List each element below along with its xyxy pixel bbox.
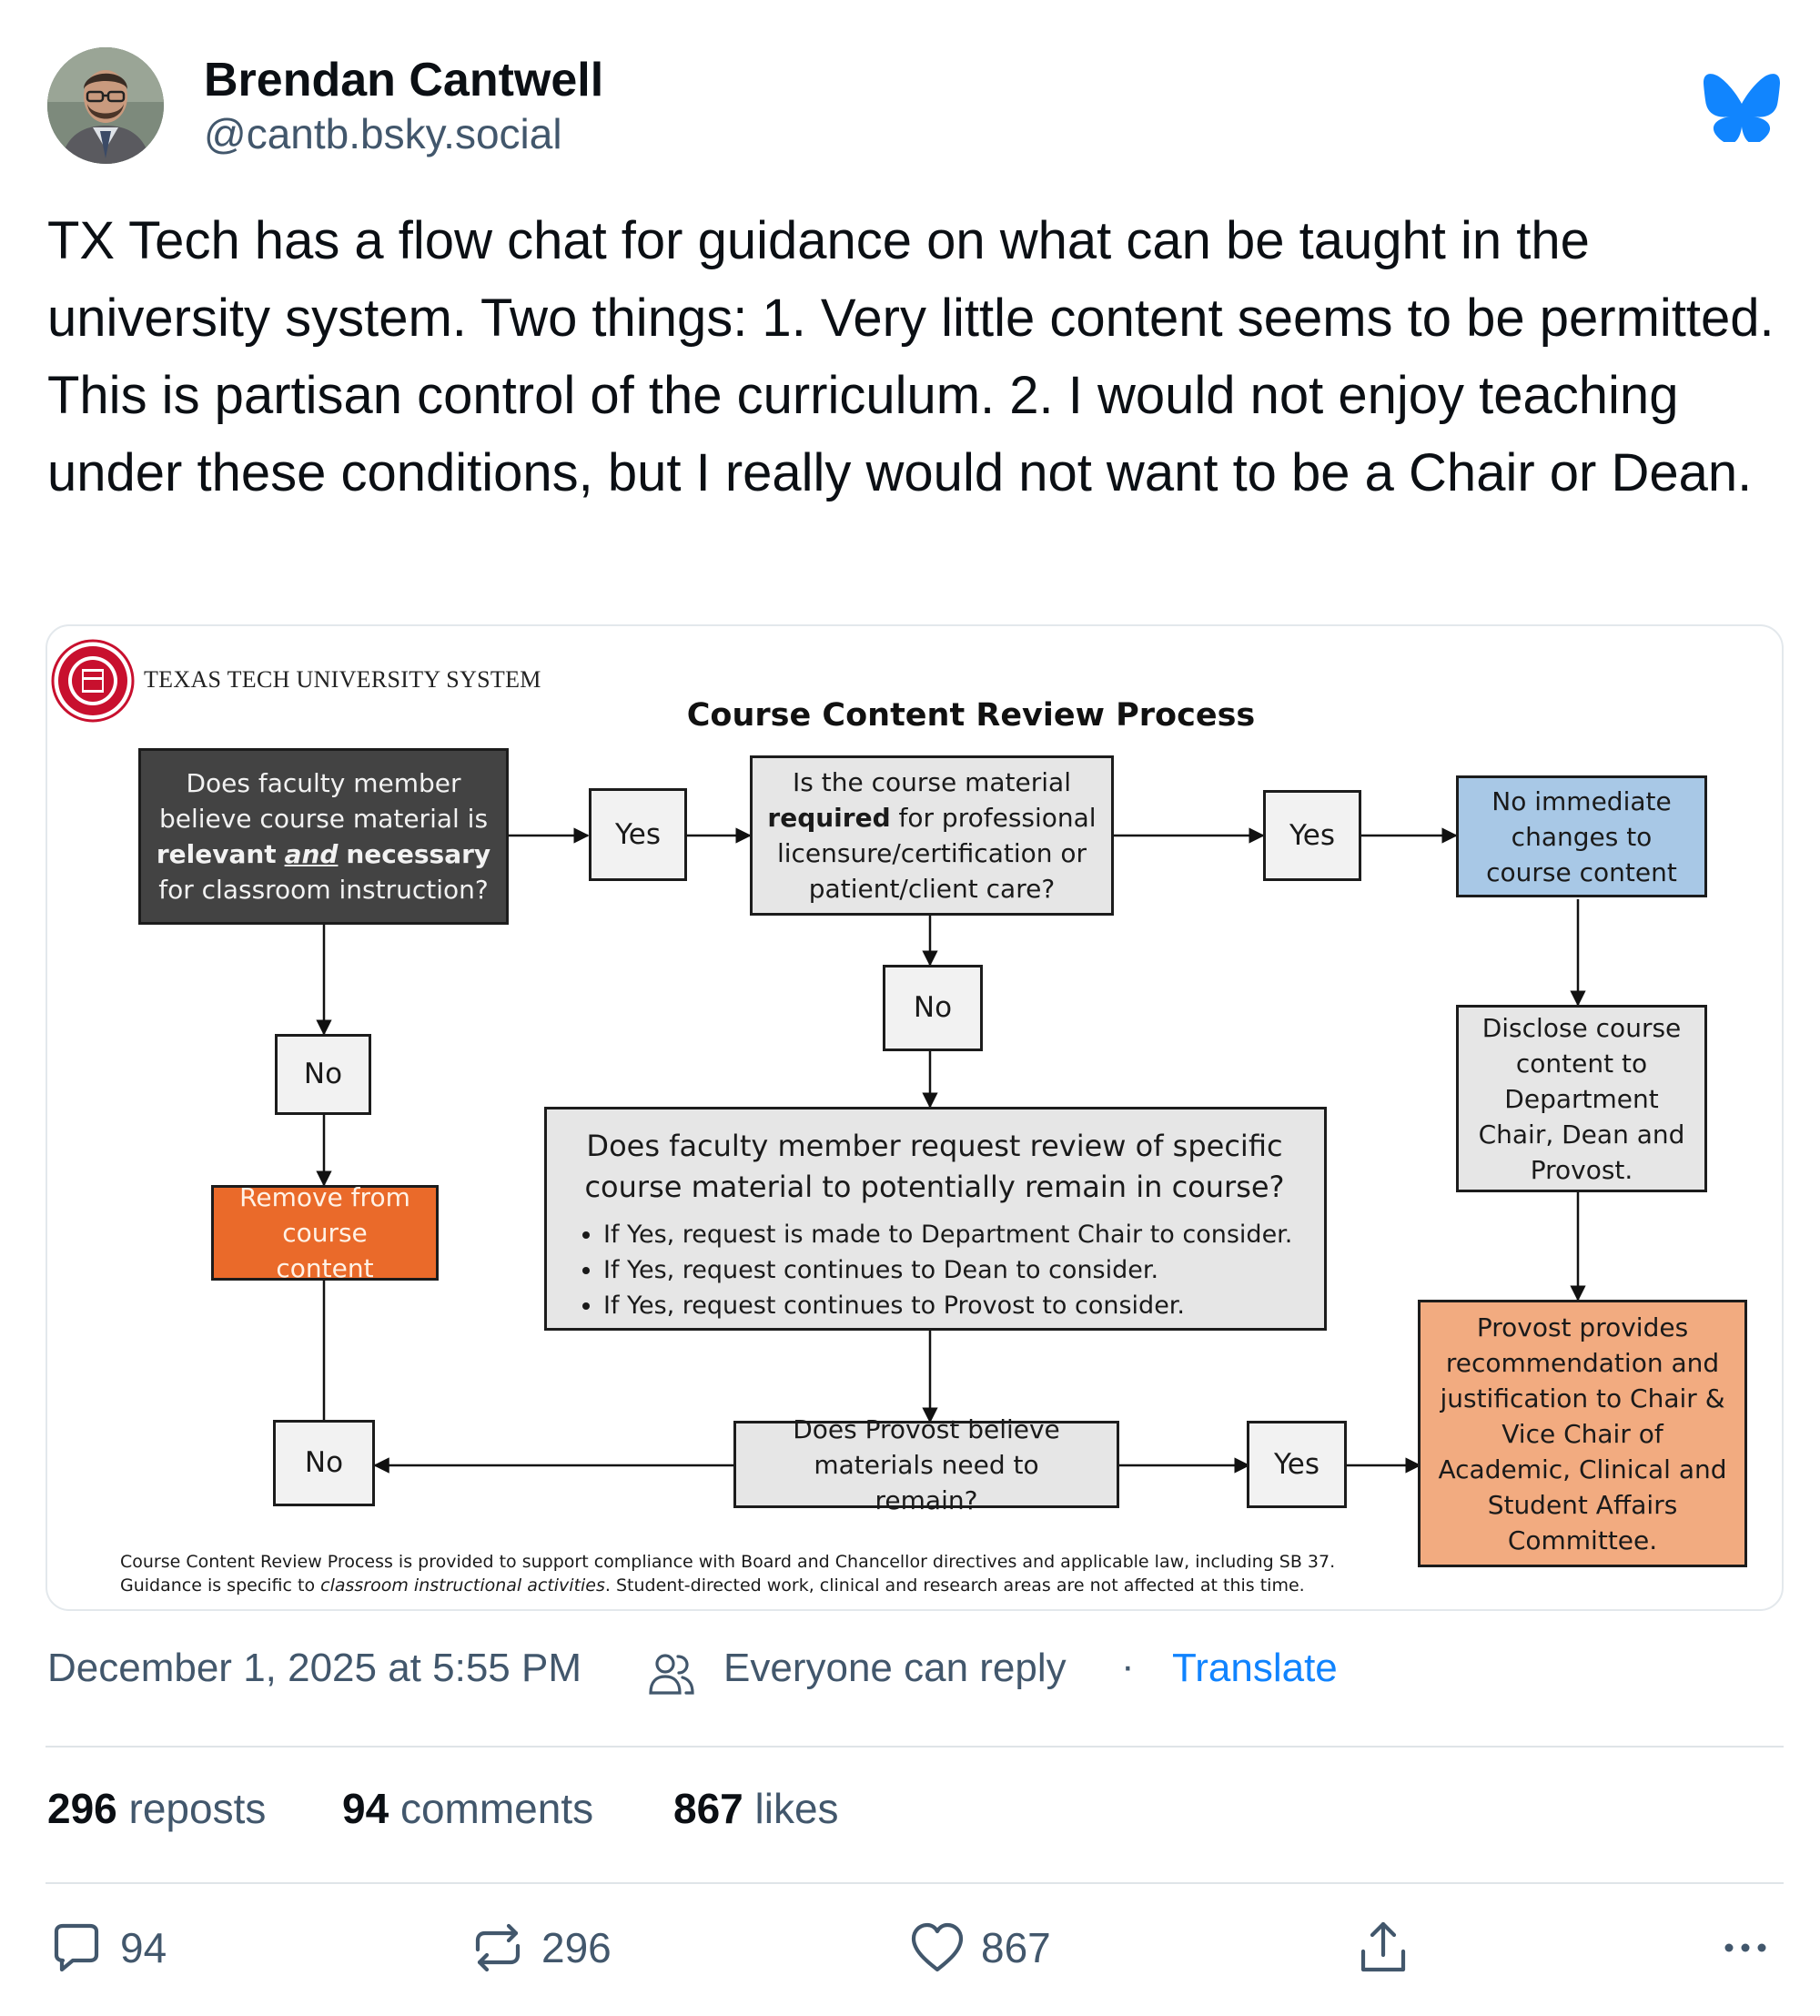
required-question-line: [767, 800, 1096, 836]
post-date[interactable]: December 1, 2025 at 5:55 PM: [47, 1646, 581, 1690]
reply-icon: [47, 1919, 106, 1977]
bold-term: required: [767, 803, 891, 833]
review-step: • If Yes, request continues to Provost to consider.: [603, 1288, 1292, 1323]
divider: [46, 1746, 1784, 1748]
likes-count: 867: [673, 1785, 743, 1832]
more-options-button[interactable]: [1716, 1919, 1774, 1977]
repost-count: 296: [541, 1924, 612, 1971]
italic-term: and: [284, 839, 339, 869]
avatar[interactable]: [47, 47, 164, 164]
separator-dot: ·: [1121, 1644, 1135, 1688]
post-text: TX Tech has a flow chat for guidance on what can be taught in the university system. Two things: 1. Very little content seems to be permitted. This is partisan control of the curriculum. 2. I would not enjoy teaching under these conditions, but I really would not want to be a Chair or Dean.: [47, 211, 1774, 502]
no-changes-box: No immediate changes to course content: [1456, 775, 1707, 897]
like-count: 867: [981, 1924, 1051, 1971]
no-label: No: [275, 1034, 371, 1115]
relevance-question-line: [157, 836, 490, 872]
translate-link[interactable]: Translate: [1172, 1646, 1338, 1690]
required-question-line: Is the course material: [793, 767, 1071, 797]
bold-term: necessary: [346, 839, 491, 869]
share-icon: [1354, 1919, 1412, 1977]
no-label: No: [883, 965, 983, 1051]
no-label: No: [273, 1420, 375, 1506]
comments-label: comments: [399, 1785, 594, 1832]
author-name[interactable]: Brendan Cantwell: [204, 54, 604, 106]
share-button[interactable]: [1354, 1919, 1412, 1977]
comments-stat[interactable]: [342, 1784, 593, 1833]
reply-setting[interactable]: Everyone can reply: [723, 1646, 1067, 1690]
required-question-rest: for professional: [898, 803, 1097, 833]
bold-term: relevant: [156, 839, 277, 869]
flowchart-title: Course Content Review Process: [686, 697, 1256, 734]
embedded-image[interactable]: [46, 624, 1784, 1611]
reposts-label: reposts: [128, 1785, 267, 1832]
relevance-question-line: for classroom instruction?: [158, 875, 489, 905]
repost-button[interactable]: [469, 1919, 612, 1977]
likes-label: likes: [754, 1785, 839, 1832]
org-name: TEXAS TECH UNIVERSITY SYSTEM: [144, 666, 541, 693]
review-request-list: [563, 1217, 1292, 1323]
provost-question-box: Does Provost believe materials need to remain?: [733, 1421, 1119, 1508]
relevance-question-line: Does faculty member: [186, 768, 461, 798]
like-icon: [908, 1919, 966, 1977]
reposts-count: 296: [47, 1785, 117, 1832]
reposts-stat[interactable]: [47, 1784, 266, 1833]
reply-button[interactable]: [47, 1919, 167, 1977]
footnote-text: Guidance is specific to: [120, 1575, 316, 1596]
people-icon: [648, 1652, 695, 1696]
required-question-line: licensure/certification or: [776, 838, 1087, 868]
divider: [46, 1882, 1784, 1884]
bluesky-butterfly-icon: [1704, 73, 1780, 142]
likes-stat[interactable]: [673, 1784, 839, 1833]
author-handle[interactable]: @cantb.bsky.social: [204, 110, 562, 157]
yes-label: Yes: [589, 788, 687, 881]
yes-label: Yes: [1263, 790, 1361, 881]
yes-label: Yes: [1247, 1421, 1347, 1508]
footnote-line: [120, 1574, 1335, 1597]
review-step: • If Yes, request continues to Dean to consider.: [603, 1252, 1292, 1288]
relevance-question-line: believe course material is: [158, 804, 489, 834]
comments-count: 94: [342, 1785, 389, 1832]
relevance-question-box: [138, 748, 509, 925]
required-question-line: patient/client care?: [808, 874, 1056, 904]
more-icon: [1716, 1919, 1774, 1977]
review-step: • If Yes, request is made to Department Chair to consider.: [603, 1217, 1292, 1252]
remove-content-box: Remove from course content: [211, 1185, 439, 1281]
footnote-line: Course Content Review Process is provided to support compliance with Board and Chancellor directives and applicable law, including SB 37.: [120, 1552, 1336, 1572]
disclose-box: Disclose course content to Department Chair, Dean and Provost.: [1456, 1005, 1707, 1192]
provost-recommendation-box: Provost provides recommendation and justification to Chair & Vice Chair of Academic, Clinical and Student Affairs Committee.: [1418, 1300, 1747, 1567]
repost-icon: [469, 1919, 527, 1977]
flowchart-footnote: [120, 1550, 1335, 1597]
footnote-text: . Student-directed work, clinical and research areas are not affected at this time.: [604, 1575, 1305, 1596]
like-button[interactable]: [908, 1919, 1051, 1977]
review-request-question: Does faculty member request review of specific course material to potentially remain in course?: [584, 1129, 1285, 1204]
avatar-photo: [47, 47, 164, 164]
reply-count: 94: [120, 1924, 167, 1971]
flowchart: [47, 626, 1782, 1609]
review-request-box: [544, 1107, 1327, 1331]
required-question-box: [750, 755, 1114, 916]
footnote-italic: classroom instructional activities: [320, 1575, 605, 1596]
